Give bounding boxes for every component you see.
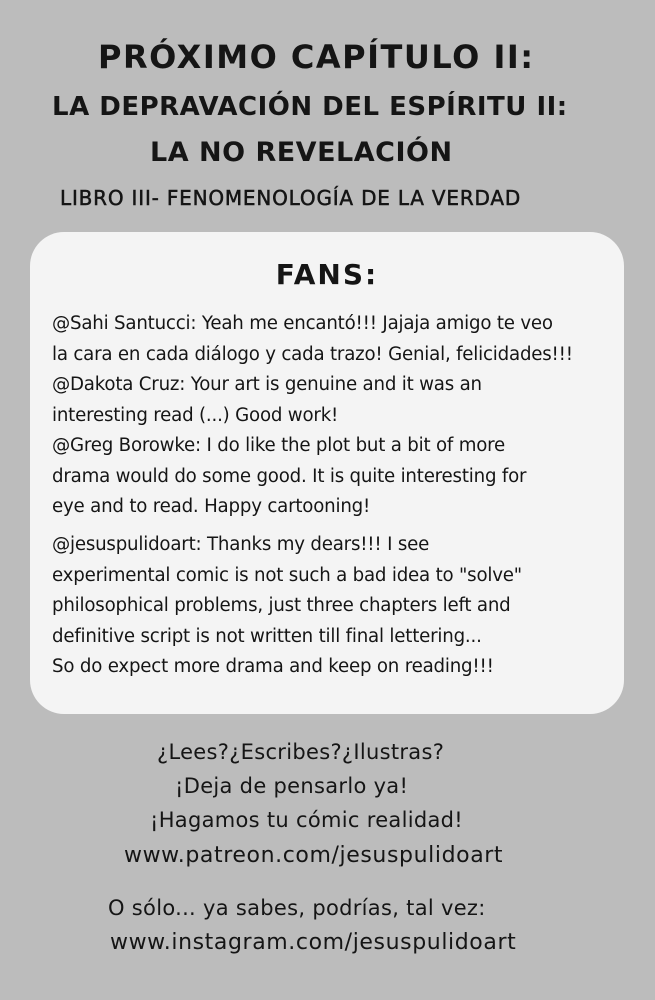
- fan-comment: [52, 370, 614, 431]
- fan-comments-list: [52, 309, 614, 523]
- promo-call: ¡Deja de pensarlo ya!: [175, 774, 409, 798]
- fans-heading: FANS:: [275, 258, 379, 291]
- reply-line: philosophical problems, just three chapters left and: [52, 595, 511, 616]
- next-chapter-heading: PRÓXIMO CAPÍTULO II:: [98, 38, 535, 76]
- fan-comment: [52, 309, 614, 370]
- comment-line: la cara en cada diálogo y cada trazo! Genial, felicidades!!!: [52, 343, 573, 365]
- comment-line: drama would do some good. It is quite interesting for: [52, 465, 527, 487]
- promo-alternative: O sólo... ya sabes, podrías, tal vez:: [108, 896, 486, 920]
- patreon-link[interactable]: www.patreon.com/jesuspulidoart: [124, 843, 504, 868]
- comment-line: @Dakota Cruz: Your art is genuine and it was an: [52, 374, 482, 395]
- reply-line: definitive script is not written till final lettering...: [52, 625, 482, 647]
- comment-line: interesting read (...) Good work!: [52, 404, 339, 426]
- comment-line: eye and to read. Happy cartooning!: [52, 496, 371, 517]
- reply-line: So do expect more drama and keep on reading!!!: [52, 656, 494, 677]
- promo-invite: ¡Hagamos tu cómic realidad!: [150, 808, 463, 832]
- fan-comment: [52, 431, 614, 523]
- author-reply: [52, 530, 614, 683]
- instagram-link[interactable]: www.instagram.com/jesuspulidoart: [110, 930, 517, 955]
- chapter-subtitle: LA DEPRAVACIÓN DEL ESPÍRITU II:: [52, 92, 568, 122]
- reply-line: @jesuspulidoart: Thanks my dears!!! I see: [52, 534, 430, 555]
- book-title: LIBRO III- FENOMENOLOGÍA DE LA VERDAD: [60, 186, 522, 210]
- comment-line: @Greg Borowke: I do like the plot but a bit of more: [52, 435, 506, 456]
- fans-panel: [30, 232, 624, 714]
- chapter-title: LA NO REVELACIÓN: [150, 137, 453, 168]
- promo-question: ¿Lees?¿Escribes?¿Ilustras?: [157, 740, 445, 764]
- comment-line: @Sahi Santucci: Yeah me encantó!!! Jajaja amigo te veo: [52, 313, 553, 334]
- reply-line: experimental comic is not such a bad idea to "solve": [52, 564, 522, 586]
